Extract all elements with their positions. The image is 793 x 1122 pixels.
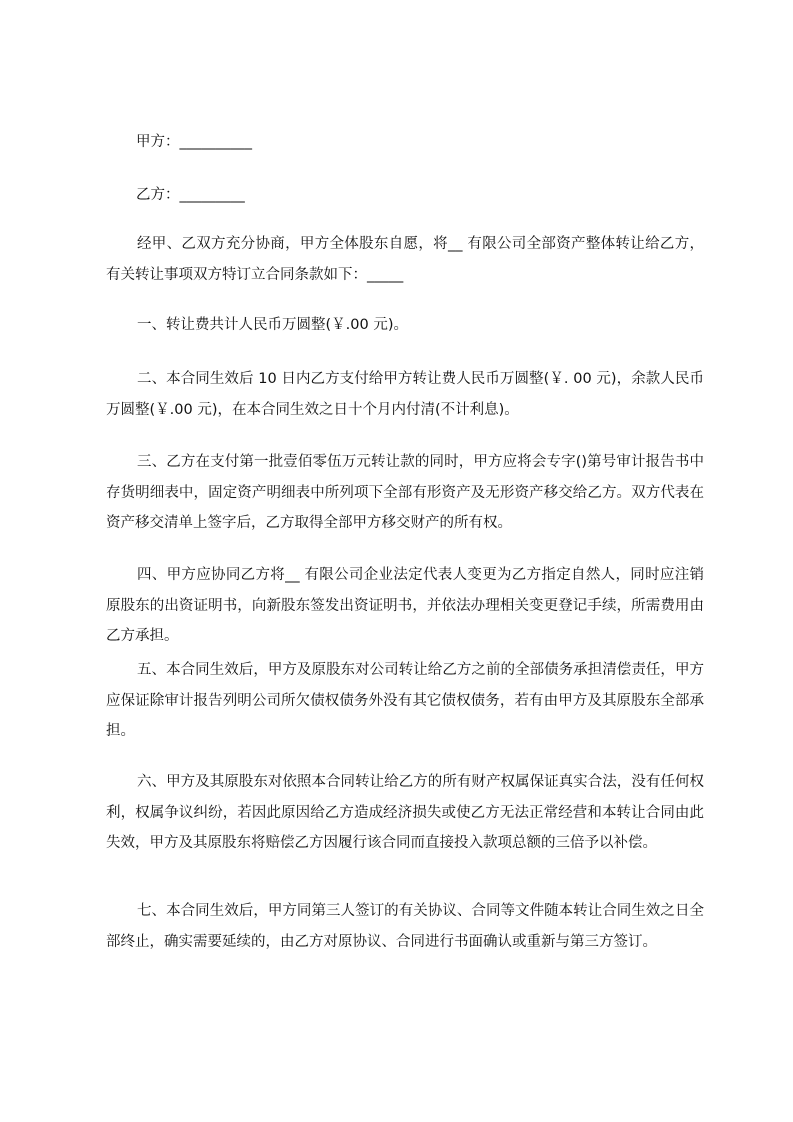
party-a-line: 甲方：__________ bbox=[136, 134, 252, 150]
clause-7: 七、本合同生效后，甲方同第三人签订的有关协议、合同等文件随本转让合同生效之日全部终止，确实需要延续的，由乙方对原协议、合同进行书面确认或重新与第三方签订。 bbox=[106, 903, 704, 950]
clause-5: 五、本合同生效后，甲方及原股东对公司转让给乙方之前的全部债务承担清偿责任，甲方应保证除审计报告列明公司所欠债权债务外没有其它债权债务，若有由甲方及其原股东全部承担。 bbox=[106, 662, 704, 739]
clause-4: 四、甲方应协同乙方将__ 有限公司企业法定代表人变更为乙方指定自然人，同时应注销原股东的出资证明书，向新股东签发出资证明书，并依法办理相关变更登记手续，所需费用由乙方承担。 bbox=[106, 567, 704, 644]
clause-2: 二、本合同生效后 10 日内乙方支付给甲方转让费人民币万圆整(￥. 00 元)，余款人民币万圆整(￥.00 元)，在本合同生效之日十个月内付清(不计利息)。 bbox=[106, 371, 704, 418]
party-b-line: 乙方：_________ bbox=[136, 187, 245, 203]
clause-1: 一、转让费共计人民币万圆整(￥.00 元)。 bbox=[137, 317, 408, 333]
clause-6: 六、甲方及其原股东对依照本合同转让给乙方的所有财产权属保证真实合法，没有任何权利，权属争议纠纷，若因此原因给乙方造成经济损失或使乙方无法正常经营和本转让合同由此失效，甲方及其原股东将赔偿乙方因履行该合同而直接投入款项总额的三倍予以补偿。 bbox=[106, 774, 704, 851]
intro-paragraph: 经甲、乙双方充分协商，甲方全体股东自愿，将__ 有限公司全部资产整体转让给乙方，有关转让事项双方特订立合同条款如下：_____ bbox=[106, 236, 704, 283]
clause-3: 三、乙方在支付第一批壹佰零伍万元转让款的同时，甲方应将会专字()第号审计报告书中存货明细表中，固定资产明细表中所列项下全部有形资产及无形资产移交给乙方。双方代表在资产移交清单上签字后，乙方取得全部甲方移交财产的所有权。 bbox=[106, 454, 704, 531]
